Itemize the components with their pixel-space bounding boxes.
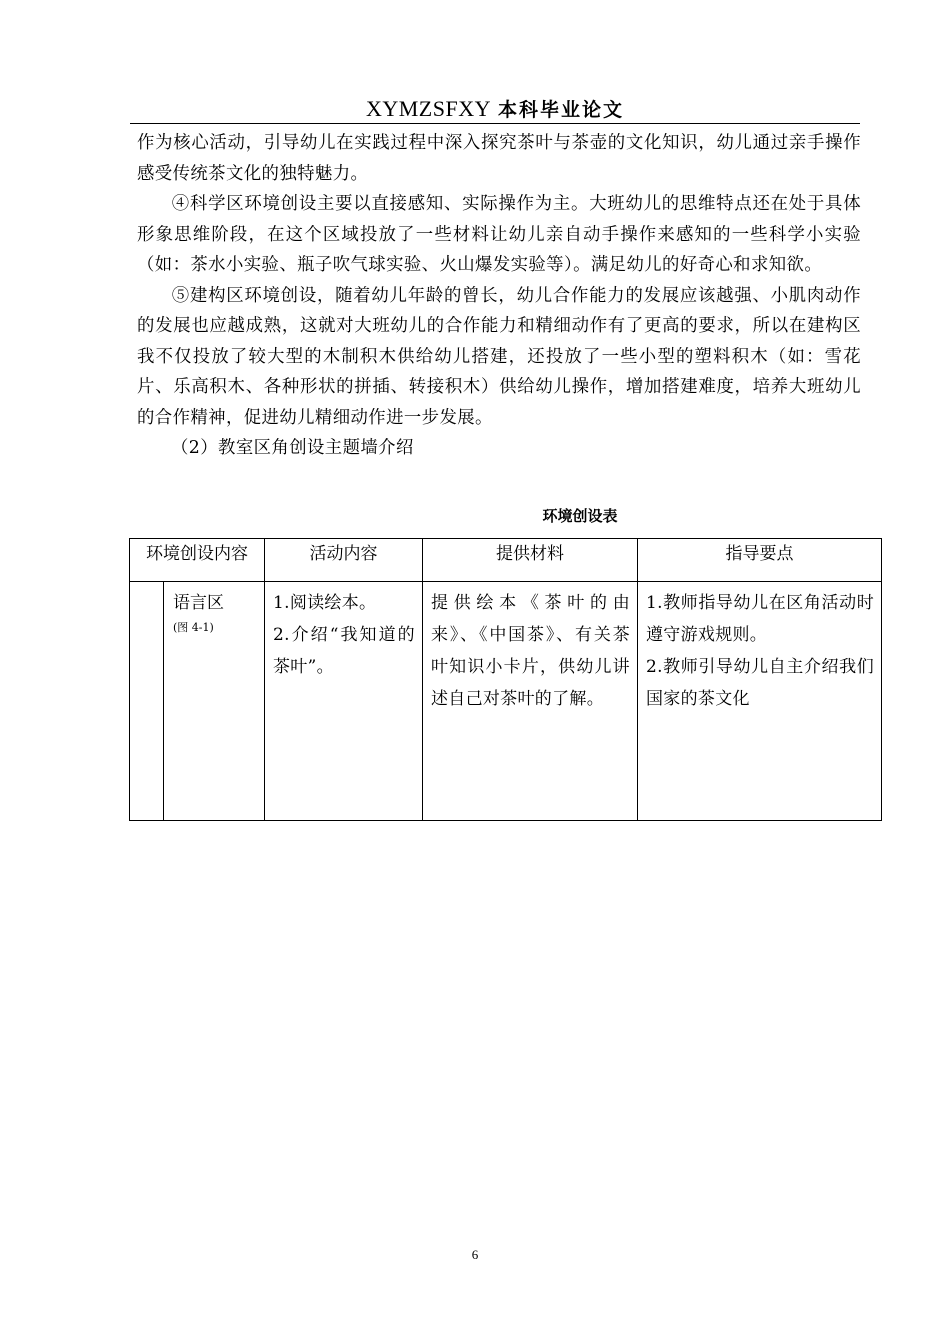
header-cell-activities: 活动内容 — [265, 539, 423, 582]
table-row — [130, 582, 882, 821]
guidance-item: 1.教师指导幼儿在区角活动时遵守游戏规则。 — [646, 593, 874, 645]
guidance-cell — [638, 582, 882, 821]
header-cell-materials: 提供材料 — [423, 539, 638, 582]
header-title: 本科毕业论文 — [498, 99, 625, 121]
header-rule — [130, 123, 860, 124]
header-cell-content: 环境创设内容 — [130, 539, 265, 582]
header-code: XYMZSFXY — [365, 96, 491, 121]
paragraph-construction-area: ⑤建构区环境创设，随着幼儿年龄的曾长，幼儿合作能力的发展应该越强、小肌肉动作的发展也应越成熟，这就对大班幼儿的合作能力和精细动作有了更高的要求，所以在建构区我不仅投放了较大型的木制积木供给幼儿搭建，还投放了一些小型的塑料积木（如：雪花片、乐高积木、各种形状的拼插、转接积木）供给幼儿操作，增加搭建难度，培养大班幼儿的合作精神，促进幼儿精细动作进一步发展。 — [137, 285, 861, 428]
table-caption: 环境创设表 — [542, 507, 618, 525]
activity-item: 2.介绍“我知道的茶叶”。 — [273, 625, 415, 677]
header-cell-guidance: 指导要点 — [638, 539, 882, 582]
materials-text: 提供绘本《茶叶的由来》、《中国茶》、有关茶叶知识小卡片，供幼儿讲述自己对茶叶的了解。 — [431, 593, 630, 709]
paragraph-continuation: 作为核心活动，引导幼儿在实践过程中深入探究茶叶与茶壶的文化知识，幼儿通过亲手操作感受传统茶文化的独特魅力。 — [137, 133, 861, 184]
page-header — [130, 96, 860, 123]
body-text — [137, 128, 861, 464]
area-cell — [164, 582, 265, 821]
table-header-row — [130, 539, 882, 582]
page-number: 6 — [471, 1247, 479, 1262]
section-heading: （2）教室区角创设主题墙介绍 — [171, 438, 414, 458]
environment-table — [129, 538, 882, 821]
figure-reference: (图 4-1) — [173, 621, 214, 634]
activities-cell — [265, 582, 423, 821]
materials-cell — [423, 582, 638, 821]
activity-item: 1.阅读绘本。 — [273, 593, 377, 613]
paragraph-science-area: ④科学区环境创设主要以直接感知、实际操作为主。大班幼儿的思维特点还在处于具体形象思维阶段，在这个区域投放了一些材料让幼儿亲自动手操作来感知的一些科学小实验（如：茶水小实验、瓶子吹气球实验、火山爆发实验等）。满足幼儿的好奇心和求知欲。 — [137, 194, 861, 275]
area-name: 语言区 — [173, 593, 224, 613]
guidance-item: 2.教师引导幼儿自主介绍我们国家的茶文化 — [646, 657, 874, 709]
row-blank-cell — [130, 582, 164, 821]
